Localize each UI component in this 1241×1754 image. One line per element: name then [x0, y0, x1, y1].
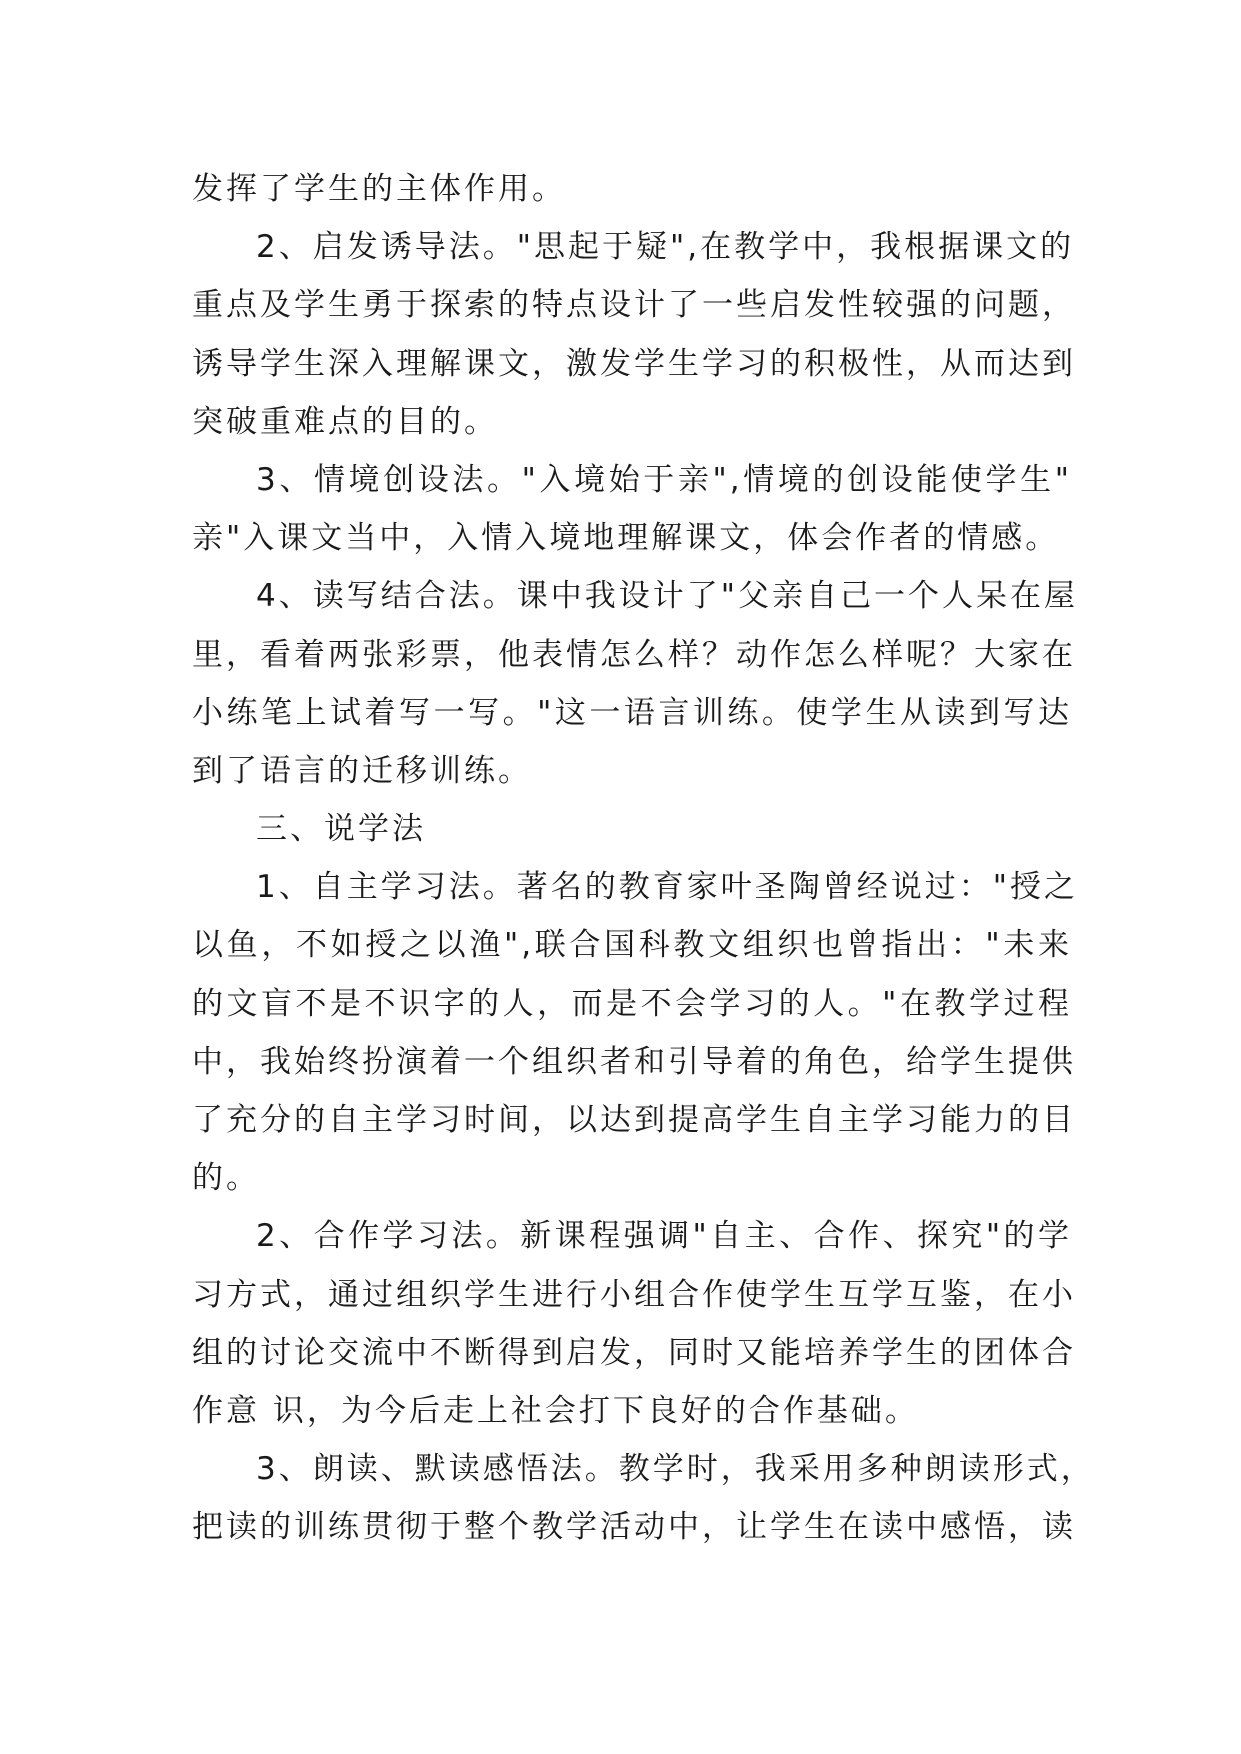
text-line: 组的讨论交流中不断得到启发，同时又能培养学生的团体合: [192, 1334, 1076, 1371]
paragraph-start-line: 2、启发诱导法。"思起于疑",在教学中，我根据课文的: [256, 229, 1075, 266]
text-line: 小练笔上试着写一写。"这一语言训练。使学生从读到写达: [192, 694, 1072, 731]
text-line: 的文盲不是不识字的人，而是不会学习的人。"在教学过程: [192, 985, 1072, 1022]
text-line: 作意 识，为今后走上社会打下良好的合作基础。: [192, 1392, 919, 1429]
paragraph-start-line: 3、朗读、默读感悟法。教学时，我采用多种朗读形式，: [256, 1451, 1095, 1488]
text-line: 的。: [192, 1160, 260, 1197]
text-line: 里，看着两张彩票，他表情怎么样？动作怎么样呢？大家在: [192, 636, 1076, 673]
text-line: 诱导学生深入理解课文，激发学生学习的积极性，从而达到: [192, 345, 1076, 382]
paragraph-start-line: 3、情境创设法。"入境始于亲",情境的创设能使学生": [256, 461, 1072, 498]
text-line: 以鱼，不如授之以渔",联合国科教文组织也曾指出："未来: [192, 927, 1072, 964]
text-line: 重点及学生勇于探索的特点设计了一些启发性较强的问题，: [192, 287, 1076, 324]
section-heading: 三、说学法: [256, 811, 426, 848]
document-body: [192, 160, 1095, 1557]
paragraph-start-line: 1、自主学习法。著名的教育家叶圣陶曾经说过："授之: [256, 869, 1078, 906]
paragraph-start-line: 2、合作学习法。新课程强调"自主、合作、探究"的学: [256, 1218, 1072, 1255]
text-line: 突破重难点的目的。: [192, 403, 498, 440]
text-line: 中，我始终扮演着一个组织者和引导着的角色，给学生提供: [192, 1043, 1076, 1080]
paragraph-start-line: 4、读写结合法。课中我设计了"父亲自己一个人呆在屋: [256, 578, 1078, 615]
text-line: 习方式，通过组织学生进行小组合作使学生互学互鉴，在小: [192, 1276, 1076, 1313]
text-line: 了充分的自主学习时间，以达到提高学生自主学习能力的目: [192, 1102, 1076, 1138]
text-line: 到了语言的迁移训练。: [192, 752, 532, 789]
text-line: 把读的训练贯彻于整个教学活动中，让学生在读中感悟，读: [192, 1509, 1076, 1546]
text-line: 亲"入课文当中，入情入境地理解课文，体会作者的情感。: [192, 520, 1060, 557]
text-line: 发挥了学生的主体作用。: [192, 171, 566, 207]
